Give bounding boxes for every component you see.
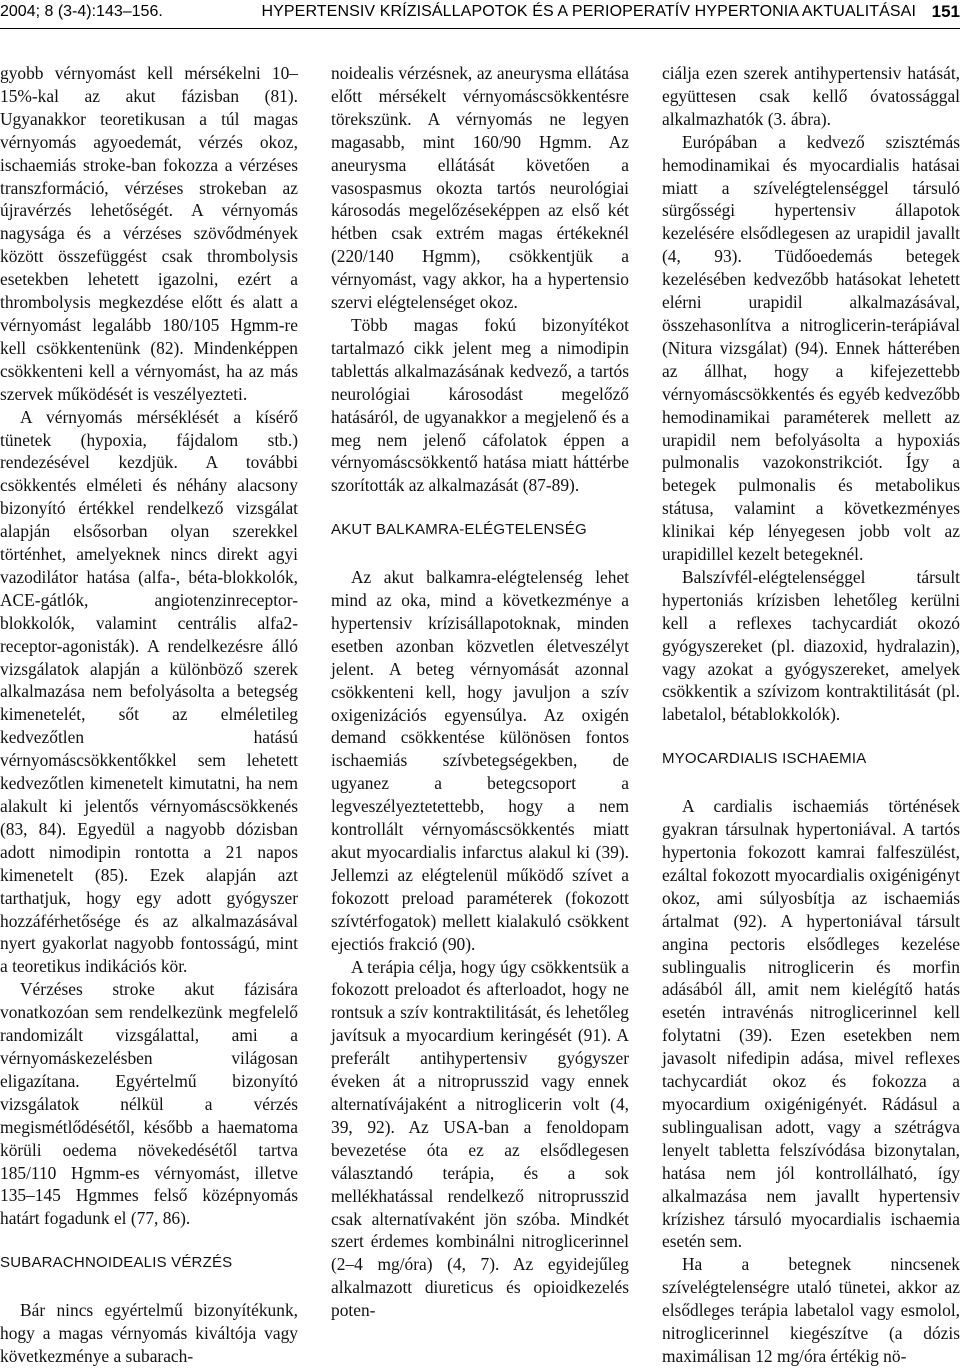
paragraph: Balszívfél-elégtelenséggel társult hypertoniás krízisben lehetőleg kerülni kell a reflexes tachycardiát okozó gyógyszereket (pl. diazoxid, hydralazin), vagy azokat a gyógyszereket, amelyek csökkentik a szívizom kontraktilitását (pl. labetalol, bétablokkolók). bbox=[662, 566, 960, 725]
running-title: HYPERTENSIV KRÍZISÁLLAPOTOK ÉS A PERIOPERATÍV HYPERTONIA AKTUALITÁSAI bbox=[261, 3, 916, 20]
paragraph: noidealis vérzésnek, az aneurysma ellátása előtt mérsékelt vérnyomáscsökkentésre törekszünk. A vérnyomás ne legyen magasabb, mint 160/90 Hgmm. Az aneurysma ellátását követően a vasospasmus okozta tartós neurológiai károsodás megelőzéseképpen az első két hétben csak extrém magas értékeknél (220/140 Hgmm), csökkentjük a vérnyomást, vagy akkor, ha a hypertensio szervi elégtelenséget okoz. bbox=[331, 63, 629, 313]
paragraph: Vérzéses stroke akut fázisára vonatkozóan sem rendelkezünk megfelelő randomizált vizsgálattal, ami a vérnyomáskezelésben világosan eligazítana. Egyértelmű bizonyító vizsgálatok nélkül a vérzés megismétlődésétől, később a haematoma körüli oedema növekedésétől tartva 185/110 Hgmm-es vérnyomást, illetve 135–145 Hgmmes felső középnyomás határt fogadunk el (77, 86). bbox=[0, 979, 298, 1229]
text-column-2 bbox=[331, 62, 629, 1322]
paragraph: Ha a betegnek nincsenek szívelégtelenségre utaló tünetei, akkor az elsődleges terápia labetalol vagy esmolol, nitroglicerinnel kiegészítve (a dózis maximálisan 12 mg/óra értékig nö- bbox=[662, 1254, 960, 1366]
paragraph: Bár nincs egyértelmű bizonyítékunk, hogy a magas vérnyomás kiváltója vagy következménye a subarach- bbox=[0, 1300, 298, 1366]
paragraph: Több magas fokú bizonyítékot tartalmazó cikk jelent meg a nimodipin tablettás alkalmazásának kedvező, a tartós neurológiai károsodást megelőző hatásáról, de ugyanakkor a megjelenő és a meg nem jelenő cáfolatok éppen a vérnyomáscsökkentő hatása miatt háttérbe szorították az alkalmazását (87-89). bbox=[331, 314, 629, 496]
paragraph: gyobb vérnyomást kell mérsékelni 10–15%-kal az akut fázisban (81). Ugyanakkor teoretikusan a túl magas vérnyomás agyoedemát, vérzés okoz, ischaemiás stroke-ban fokozza a vérzéses transzformáció, vérzéses strokeban az újravérzés lehetőségét. A vérnyomás nagysága és a vérzéses szövődmények között összefüggést csak thrombolysis esetekben lehetett igazolni, ezért a thrombolysis megkezdése előtt és alatt a vérnyomást legalább 180/105 Hgmm-re kell csökkentenünk (82). Mindenképpen csökkenteni kell a vérnyomást, ha az más szervek működését is veszélyezteti. bbox=[0, 63, 298, 404]
running-header bbox=[0, 0, 960, 29]
page-number: 151 bbox=[931, 2, 960, 21]
paragraph: A cardialis ischaemiás történések gyakran társulnak hypertoniával. A tartós hypertonia fokozott kamrai falfeszülést, ezáltal fokozott myocardialis oxigénigényt okoz, ami súlyosbítja az ischaemiás ártalmat (92). A hypertoniával társult angina pectoris elsődleges kezelése sublingualis nitroglicerin és morfin adásából áll, amit nem kielégítő hatás esetén intravénás nitroglicerinnel kell folytatni (39). Ezen esetekben nem javasolt nifedipin adása, mivel reflexes tachycardiát okoz és fokozza a myocardium oxigénigényét. Rádásul a sublingualisan adott, vagy a szétrágva lenyelt tabletta felszívódása bizonytalan, hatása nem jól kontrollálható, így alkalmazása nem javallt hypertensiv krízishez társuló myocardialis ischaemia esetén sem. bbox=[662, 796, 960, 1252]
paragraph: A terápia célja, hogy úgy csökkentsük a fokozott preloadot és afterloadot, hogy ne rontsuk a szív kontraktilitását, és lehetőleg javítsuk a myocardium keringését (91). A preferált antihypertensiv gyógyszer éveken át a nitroprusszid vagy ennek alternatívájaként a nitroglicerin volt (4, 39, 92). Az USA-ban a fenoldopam bevezetése óta ez az elsődlegesen választandó terápia, és a sok mellékhatással rendelkező nitroprusszid csak alternatívaként jön szóba. Mindkét szert érdemes kombinálni nitroglicerinnel (2–4 mg/óra) (4, 7). Az egyidejűleg alkalmazott diureticus és opioidkezelés poten- bbox=[331, 956, 629, 1321]
paragraph: ciálja ezen szerek antihypertensiv hatását, együttesen csak kellő óvatossággal alkalmazhatók (3. ábra). bbox=[662, 63, 960, 129]
paragraph: A vérnyomás mérséklését a kísérő tünetek (hypoxia, fájdalom stb.) rendezésével kezdjük. A további csökkentés elméleti és néhány alacsony bizonyító értékkel rendelkező vizsgálat alapján elsősorban olyan szerekkel történhet, amelyeknek nincs direkt agyi vazodilátor hatása (alfa-, béta-blokkolók, ACE-gátlók, angiotenzinreceptor-blokkolók, valamint centrális alfa2-receptor-agonisták). A rendelkezésre álló vizsgálatok alapján a különböző szerek alkalmazása nem befolyásolta a betegség kimenetelét, sőt az elméletileg kedvezőtlen hatású vérnyomáscsökkentőkkel sem lehetett kedvezőtlen kimenetelt kimutatni, ha nem alakult ki jelentős vérnyomáscsökkenés (83, 84). Egyedül a nagyobb dózisban adott nimodipin rontotta a 21 napos kimenetelt (85). Ezek alapján azt tarthatjuk, hogy egy adott gyógyszer hozzáférhetősége és az alkalmazásával nyert gyakorlat nagyobb fontosságú, mint a teoretikus indikációs kör. bbox=[0, 406, 298, 977]
section-heading: MYOCARDIALIS ISCHAEMIA bbox=[662, 750, 867, 768]
paragraph: Az akut balkamra-elégtelenség lehet mind az oka, mind a következménye a hypertensiv krízisállapotoknak, minden esetben azonban közvetlen életveszélyt jelent. A beteg vérnyomását azonnal csökkenteni kell, hogy javuljon a szív oxigenizációs egyensúlya. Az oxigén demand csökkentése különösen fontos ischaemiás szívbetegségekben, de ugyanez a betegcsoport a legveszélyeztetettebb, hogy a nem kontrollált vérnyomáscsökkentés miatt akut myocardialis infarctus alakul ki (39). Jellemzi az elégtelenül működő szívet a fokozott preload paraméterek (fokozott szívtérfogatok) mellett kialakuló csökkent ejectiós frakció (90). bbox=[331, 567, 629, 954]
text-column-1 bbox=[0, 62, 298, 1368]
journal-citation: 2004; 8 (3-4):143–156. bbox=[0, 3, 163, 20]
text-column-3 bbox=[662, 62, 960, 1368]
section-heading: AKUT BALKAMRA-ELÉGTELENSÉG bbox=[331, 521, 587, 539]
section-heading: SUBARACHNOIDEALIS VÉRZÉS bbox=[0, 1254, 233, 1272]
paragraph: Európában a kedvező szisztémás hemodinamikai és myocardialis hatásai miatt a szívelégtelenséggel társuló sürgősségi hypertensiv állapotok kezelésére elsődlegesen az urapidil javallt (4, 93). Tüdőoedemás betegek kezelésében kedvezőbb hatásokat lehetett elérni urapidil alkalmazásával, összehasonlítva a nitroglicerin-terápiával (Nitura vizsgálat) (94). Ennek hátterében az állhat, hogy a kifejezettebb vérnyomáscsökkentés és egyéb kedvezőbb hemodinamikai paraméterek mellett az urapidil nem befolyásolta a hypoxiás pulmonalis vazokonstrikciót. Így a betegek pulmonalis és metabolikus státusa, valamint a következményes klinikai kép lényegesen jobb volt az urapidillel kezelt betegeknél. bbox=[662, 131, 960, 565]
